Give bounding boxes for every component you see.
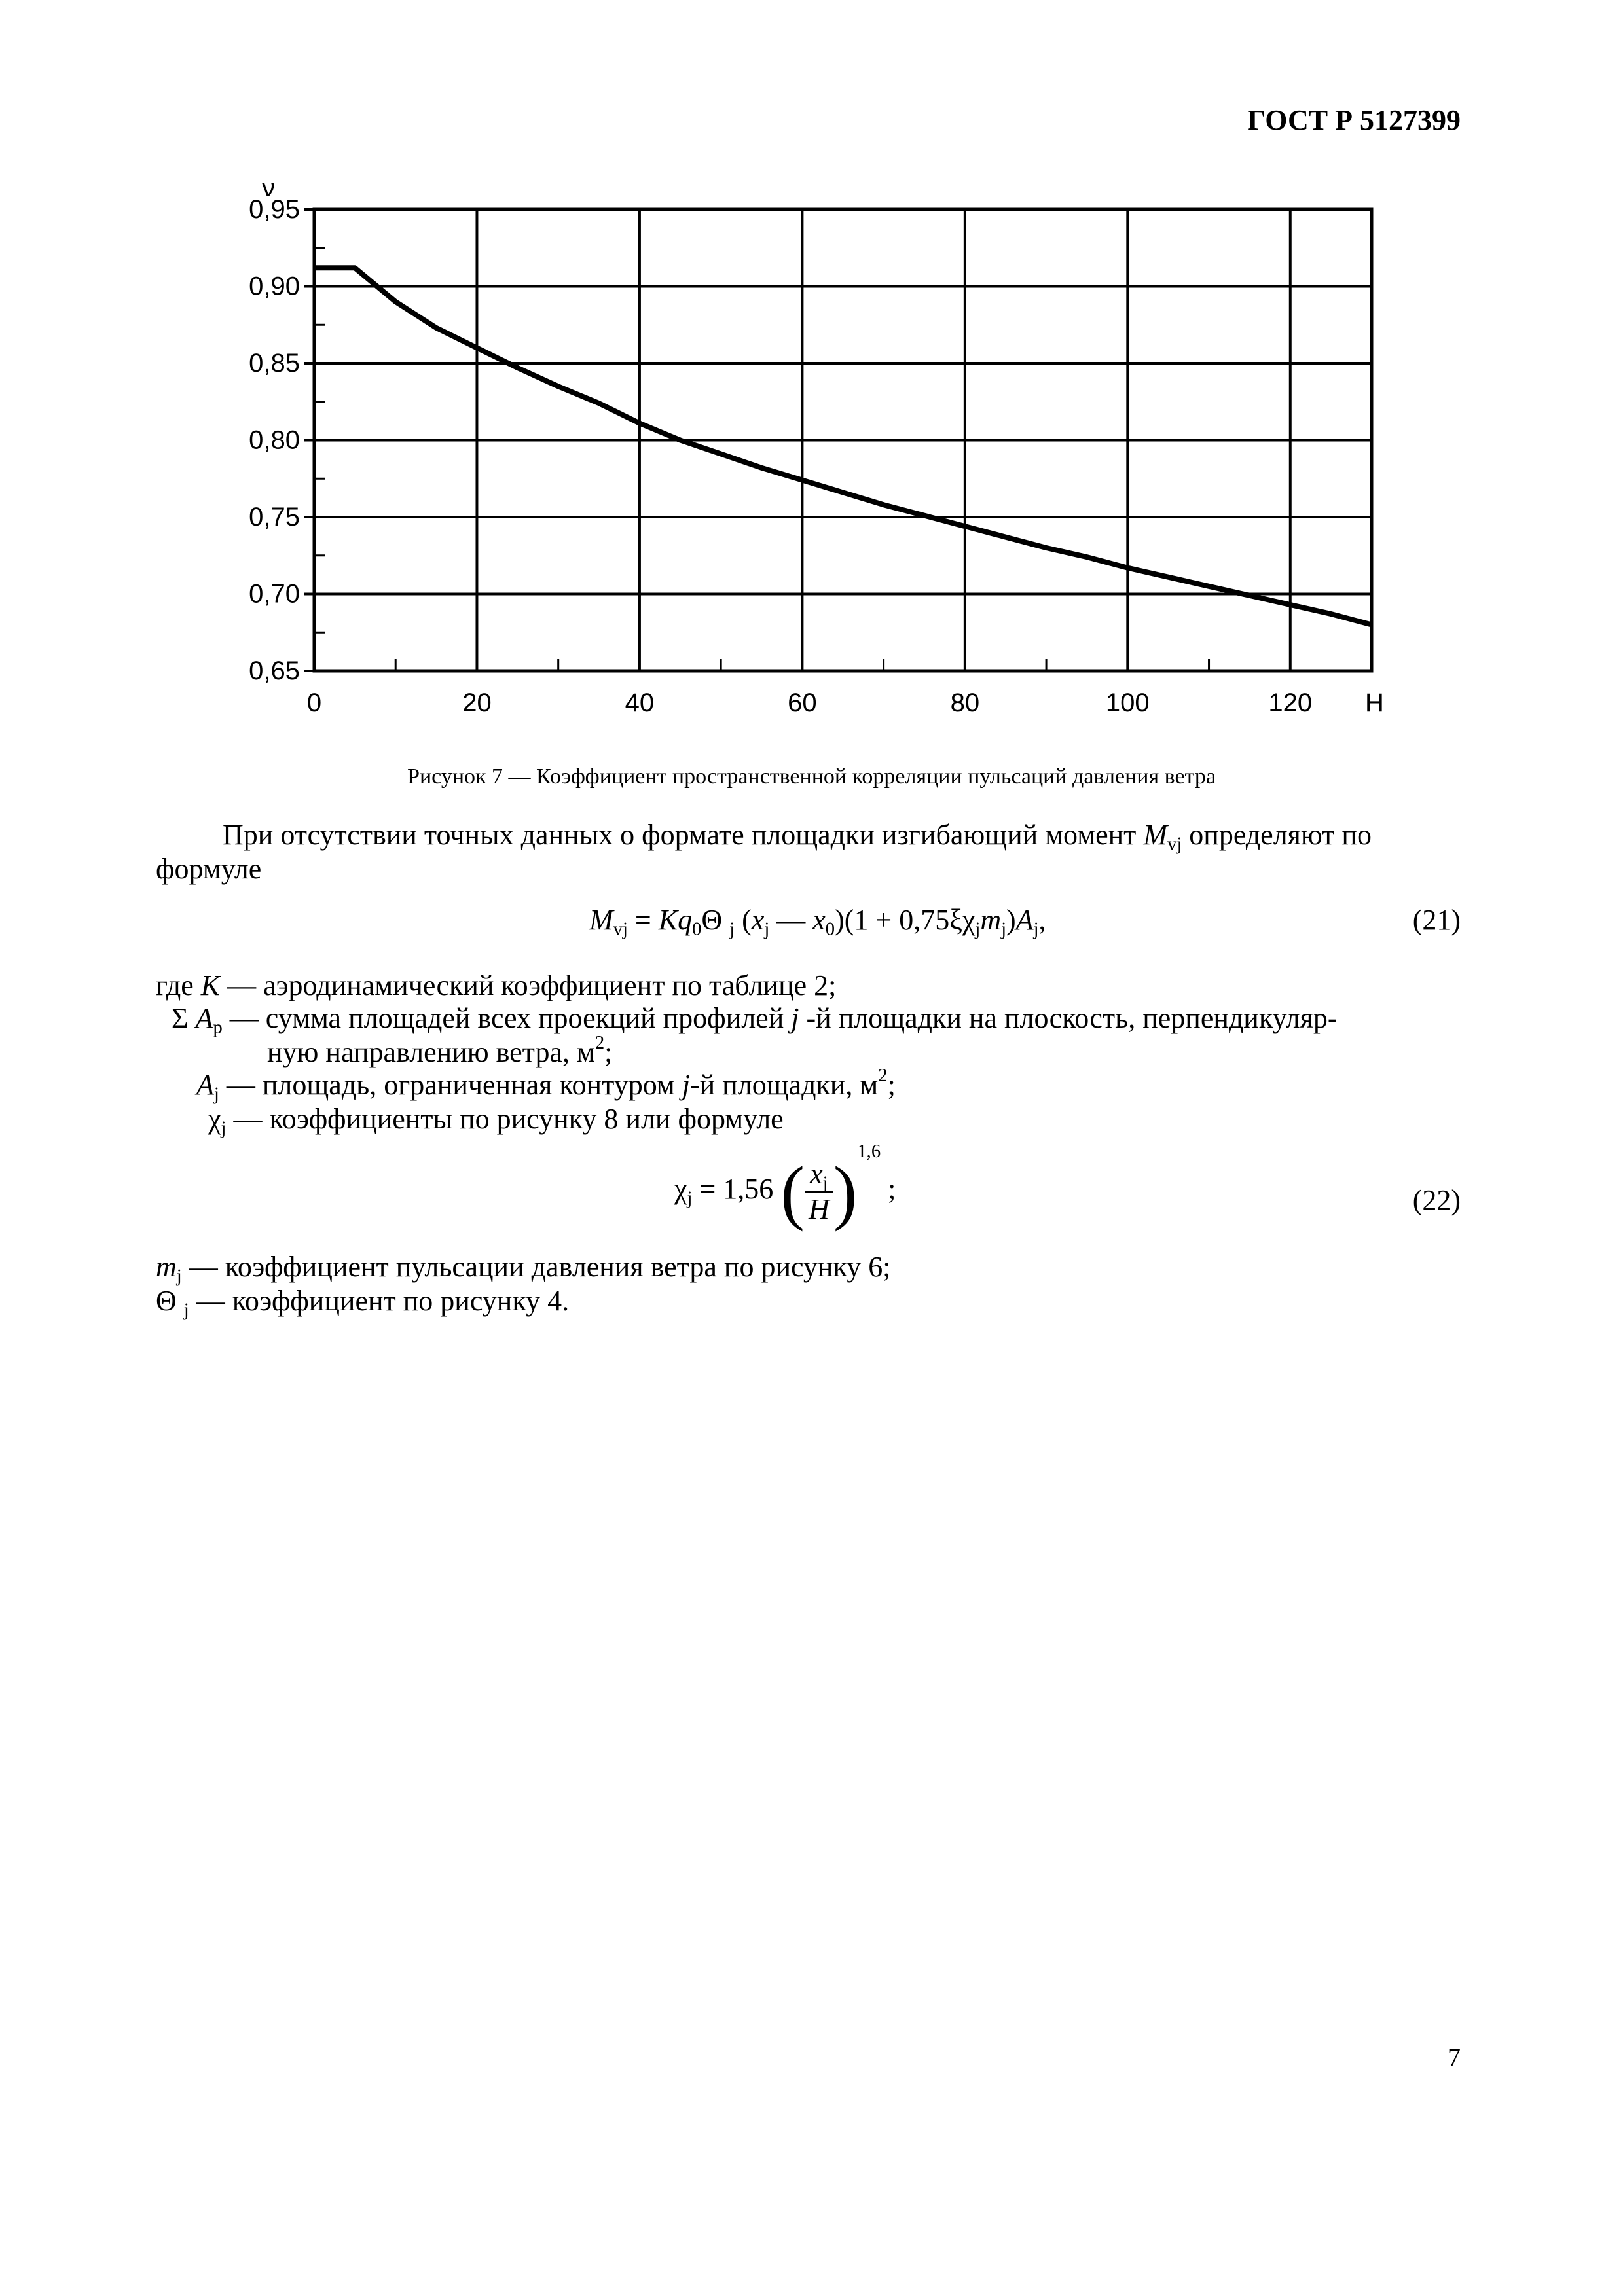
- definition-k: где K — аэродинамический коэффициент по таблице 2;: [156, 969, 837, 1001]
- definition-ap-continued: ную направлению ветра, $м^2$;: [267, 1032, 613, 1068]
- y-tick-label: 0,75: [249, 503, 300, 531]
- definition-chi-text: — коэффициенты по рисунку 8 или формуле: [233, 1103, 784, 1135]
- definition-ap-text-1: — сумма площадей всех проекций профилей: [229, 1002, 784, 1034]
- y-tick-label: 0,90: [249, 272, 300, 301]
- x-tick-label: 0: [306, 689, 322, 717]
- page-number: 7: [1448, 2043, 1461, 2072]
- y-tick-label: 0,80: [249, 425, 300, 455]
- x-tick-label: 40: [625, 689, 655, 717]
- y-tick-label: 0,95: [249, 195, 300, 224]
- equation-22-number: (22): [1412, 1184, 1461, 1216]
- equation-21-number: (21): [1412, 904, 1461, 936]
- paragraph-line-1: При отсутствии точных данных о формате площадки изгибающий момент $M_{vj}$ определяют по: [223, 819, 1372, 855]
- definition-ap-text-3: ную направлению ветра, м: [267, 1036, 595, 1068]
- y-tick-label: 0,65: [249, 656, 300, 685]
- definition-aj-text-2: -й площадки, м: [689, 1069, 879, 1101]
- y-tick-label: 0,70: [249, 579, 300, 609]
- equation-21: $M_{vj} = Kq_0\Theta$ $_j$ ($x_j$ — $x_0)(1 + 0,75\xi\chi_jm_j)A_j$,: [589, 904, 1046, 940]
- document-id: ГОСТ Р 5127399: [1247, 104, 1461, 136]
- y-tick-label: 0,85: [249, 349, 300, 378]
- x-tick-label: 120: [1268, 689, 1313, 717]
- x-tick-label: 100: [1105, 689, 1150, 717]
- y-axis-label: ν: [262, 173, 275, 202]
- series-line: [314, 268, 1372, 624]
- x-axis-label: H: [1365, 689, 1384, 717]
- x-tick-label: 60: [788, 689, 817, 717]
- x-tick-label: 20: [462, 689, 492, 717]
- where-label: где: [156, 969, 194, 1001]
- definition-m-text: — коэффициент пульсации давления ветра по рисунку 6;: [189, 1251, 891, 1283]
- paragraph-text-1: При отсутствии точных данных о формате площадки изгибающий момент: [223, 819, 1144, 851]
- definition-aj-text-1: — площадь, ограниченная контуром: [226, 1069, 675, 1101]
- figure-caption: Рисунок 7 — Коэффициент пространственной корреляции пульсаций давления ветра: [407, 764, 1216, 789]
- correlation-chart: [223, 157, 1401, 746]
- equation-22: $\chi_j = 1,56$ ( $\frac{x_j}{H}$ )$^{1,6}$ ;: [674, 1141, 896, 1232]
- definition-ap-text-2: -й площадки на плоскость, перпендикуляр-: [806, 1002, 1338, 1034]
- definition-theta: Θ $_j$ — коэффициент по рисунку 4.: [156, 1285, 570, 1321]
- x-tick-label: 80: [950, 689, 980, 717]
- definition-m: $m_j$ — коэффициент пульсации давления ветра по рисунку 6;: [156, 1251, 891, 1287]
- paragraph-text-2: определяют по: [1182, 819, 1372, 851]
- definition-k-text: — аэродинамический коэффициент по таблице 2;: [227, 969, 837, 1001]
- paragraph-line-2: формуле: [156, 853, 262, 885]
- definition-theta-text: — коэффициент по рисунку 4.: [196, 1285, 570, 1317]
- definition-ap: Σ $A_p$ — сумма площадей всех проекций профилей j -й площадки на плоскость, перпендикуляр-: [172, 1002, 1338, 1038]
- definition-chi: $\chi_j$ — коэффициенты по рисунку 8 или формуле: [208, 1103, 784, 1139]
- definition-aj: $A_j$ — площадь, ограниченная контуром j-й площадки, $м^2$;: [196, 1065, 896, 1105]
